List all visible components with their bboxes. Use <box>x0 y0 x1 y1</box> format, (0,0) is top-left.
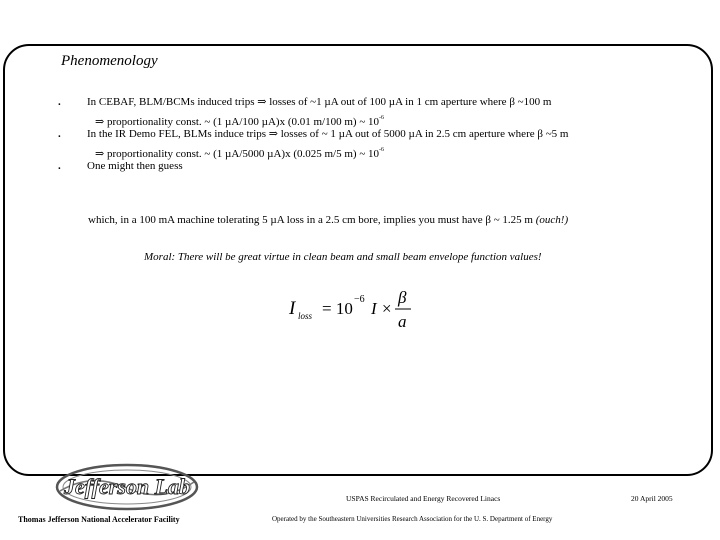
exponent: -6 <box>379 147 385 153</box>
footer-organization: Thomas Jefferson National Accelerator Facility <box>18 515 180 524</box>
conclusion-text: which, in a 100 mA machine tolerating 5 µA loss in a 2.5 cm bore, implies you must have β ~ 1.25 m <box>88 214 533 226</box>
proportionality-text-ir-demo: ⇒ proportionality const. ~ (1 µA/5000 µA)x (0.025 m/5 m) ~ 10 <box>95 148 380 160</box>
footer-course: USPAS Recirculated and Energy Recovered Linacs <box>346 494 501 503</box>
bullet-marker: . <box>58 128 61 140</box>
formula-subscript: loss <box>298 311 313 321</box>
formula-current: I <box>289 298 296 319</box>
loss-formula <box>285 284 425 334</box>
bullet-marker: . <box>58 96 61 108</box>
slide-title: Phenomenology <box>61 53 158 69</box>
jefferson-lab-logo <box>52 458 202 516</box>
formula-coefficient: = 10 <box>322 299 353 318</box>
formula-denominator: a <box>398 312 407 331</box>
bullet-text-guess: One might then guess <box>87 160 183 172</box>
footer-operated-by: Operated by the Southeastern Universities Research Association for the U. S. Department of Energy <box>272 515 553 523</box>
bullet-text-cebaf: In CEBAF, BLM/BCMs induced trips ⇒ losses of ~1 µA out of 100 µA in 1 cm aperture where β ~100 m <box>87 96 552 108</box>
formula-exponent: −6 <box>354 294 365 305</box>
logo-text: Jefferson Lab <box>63 474 191 499</box>
proportionality-text-cebaf: ⇒ proportionality const. ~ (1 µA/100 µA)x (0.01 m/100 m) ~ 10 <box>95 116 380 128</box>
moral-statement: Moral: There will be great virtue in clean beam and small beam envelope function values! <box>144 251 542 263</box>
exponent: -6 <box>379 115 385 121</box>
conclusion-emphasis: (ouch!) <box>535 214 569 226</box>
bullet-marker: . <box>58 160 61 172</box>
footer-date: 20 April 2005 <box>631 494 673 503</box>
conclusion-paragraph <box>88 214 568 226</box>
bullet-text-ir-demo: In the IR Demo FEL, BLMs induce trips ⇒ losses of ~ 1 µA out of 5000 µA in 2.5 cm aperture where β ~5 m <box>87 128 569 140</box>
formula-numerator: β <box>398 288 407 307</box>
formula-beam-current: I × <box>371 299 393 318</box>
